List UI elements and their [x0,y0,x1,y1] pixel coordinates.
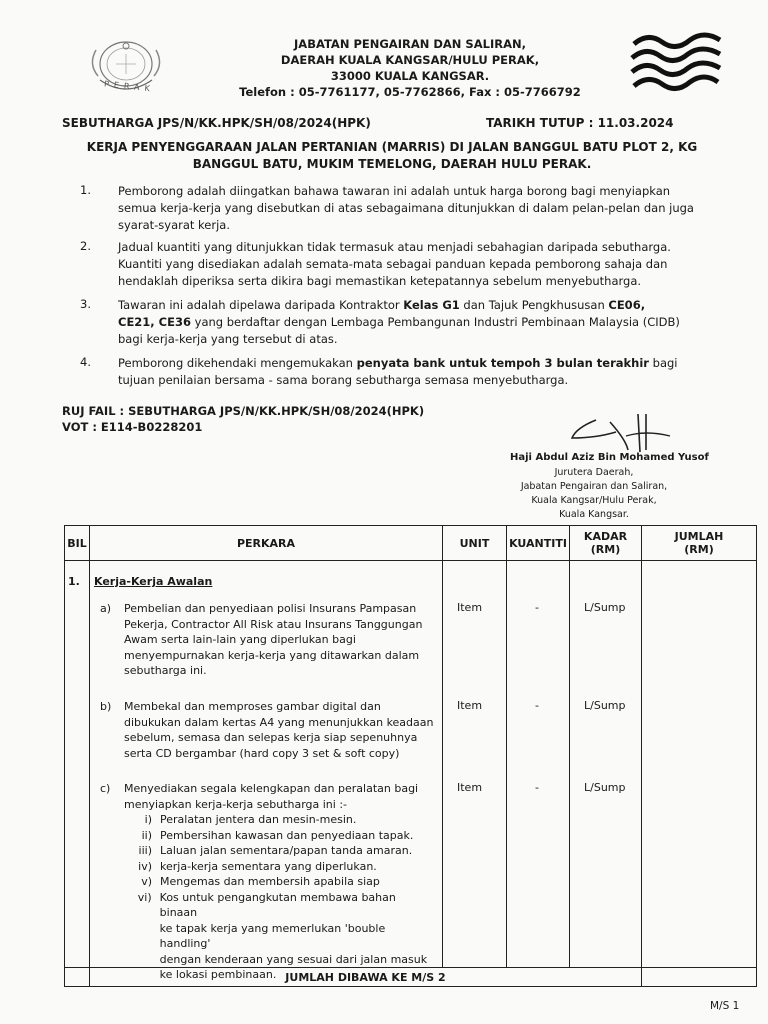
col-header-perkara: PERKARA [90,526,443,561]
table-body-row [65,561,757,968]
bil-cell [65,561,90,968]
unit-value: Item [457,699,483,712]
note-number: 4. [80,355,91,369]
signatory-name: Haji Abdul Aziz Bin Mohamed Yusof [510,452,709,463]
seal-caption: PERAK [103,79,156,94]
quantity-value: - [535,601,539,614]
quantity-value: - [535,781,539,794]
col-header-kuantiti: KUANTITI [507,526,570,561]
note-number: 1. [80,183,91,197]
rate-value: L/Sump [584,781,626,794]
unit-value: Item [457,601,483,614]
item-a-description: Pembelian dan penyediaan polisi Insurans Pampasan Pekerja, Contractor All Risk atau Insurans Tanggungan Awam serta lain-lain yang diperlukan bagi menyempurnakan kerja-kerja yang ditawarkan dalam sebutharga ini. [124,602,423,677]
carried-forward-amount [642,968,757,987]
dept-name-line2: DAERAH KUALA KANGSAR/HULU PERAK, [280,53,540,67]
signature-mark [566,410,676,456]
item-label: c) [100,782,111,795]
note-number: 3. [80,297,91,311]
bill-of-quantities-table [64,525,757,987]
amount-cell [642,561,757,968]
section-title: Kerja-Kerja Awalan [94,575,213,588]
col-header-kadar: KADAR (RM) [570,526,642,561]
quotation-number: SEBUTHARGA JPS/N/KK.HPK/SH/08/2024(HPK) [62,116,371,130]
rate-value: L/Sump [584,699,626,712]
quantity-cell [507,561,570,968]
vote-number: VOT : E114-B0228201 [62,420,203,434]
note-4: Pemborong dikehendaki mengemukakan penyata bank untuk tempoh 3 bulan terakhir bagi tujuan penilaian bersama - sama borang sebutharga semasa menyebutharga. [118,356,678,387]
table-header-row [65,526,757,561]
carried-forward-label: JUMLAH DIBAWA KE M/S 2 [90,968,642,987]
note-2: Jadual kuantiti yang ditunjukkan tidak termasuk atau menjadi sebahagian daripada sebutharga. Kuantiti yang disediakan adalah semata-mata sebagai panduan kepada pemborong sahaja dan hendaklah diperiksa serta dikira bagi memastikan ketepatannya sebelum menyebutharga. [118,240,671,288]
rate-cell [570,561,642,968]
closing-date: TARIKH TUTUP : 11.03.2024 [486,116,674,130]
unit-value: Item [457,781,483,794]
work-title-line2: BANGGUL BATU, MUKIM TEMELONG, DAERAH HULU PERAK. [192,157,592,171]
work-title-line1: KERJA PENYENGGARAAN JALAN PERTANIAN (MARRIS) DI JALAN BANGGUL BATU PLOT 2, KG [86,140,698,154]
item-label: a) [100,602,112,615]
page-number: M/S 1 [710,1000,740,1012]
quantity-value: - [535,699,539,712]
item-c-description: Menyediakan segala kelengkapan dan peralatan bagi menyiapkan kerja-kerja sebutharga ini :- [124,782,419,811]
col-header-bil: BIL [65,526,90,561]
note-number: 2. [80,239,91,253]
item-label: b) [100,700,112,713]
rate-value: L/Sump [584,601,626,614]
col-header-jumlah: JUMLAH (RM) [642,526,757,561]
dept-name-line1: JABATAN PENGAIRAN DAN SALIRAN, [294,37,526,51]
col-header-unit: UNIT [443,526,507,561]
dept-contact: Telefon : 05-7761177, 05-7762866, Fax : 05-7766792 [239,85,581,99]
section-number: 1. [68,575,80,588]
item-c-sublist: i) Peralatan jentera dan mesin-mesin. ii) Pembersihan kawasan dan penyediaan tapak. iii) Laluan jalan sementara/papan tanda amaran. iv) kerja-kerja sementara yang diperlukan. v) Mengemas dan membersih apabila siap vi) Kos untuk pengangkutan membawa bahan binaan ke tapak kerja yang memerlukan 'bouble handling' dengan kenderaan yang sesuai dari jalan masuk ke lokasi pembinaan. [137,813,428,981]
dept-address: 33000 KUALA KANGSAR. [330,69,490,83]
unit-cell [443,561,507,968]
file-reference: RUJ FAIL : SEBUTHARGA JPS/N/KK.HPK/SH/08/2024(HPK) [62,404,425,418]
signatory-details: Jurutera Daerah, Jabatan Pengairan dan Saliran, Kuala Kangsar/Hulu Perak, Kuala Kangsar. [520,467,668,520]
note-3: Tawaran ini adalah dipelawa daripada Kontraktor Kelas G1 dan Tajuk Pengkhususan CE06, CE21, CE36 yang berdaftar dengan Lembaga Pembangunan Industri Pembinaan Malaysia (CIDB) bagi kerja-kerja yang tersebut di atas. [118,298,680,346]
note-1: Pemborong adalah diingatkan bahawa tawaran ini adalah untuk harga borong bagi menyiapkan semua kerja-kerja yang disebutkan di atas sebagaimana ditunjukkan di dalam pelan-pelan dan juga syarat-syarat kerja. [118,184,694,232]
water-wave-logo [626,30,726,100]
item-b-description: Membekal dan memproses gambar digital dan dibukukan dalam kertas A4 yang menunjukkan keadaan sebelum, semasa dan selepas kerja siap sepenuhnya serta CD bergambar (hard copy 3 set & soft copy) [124,700,434,760]
